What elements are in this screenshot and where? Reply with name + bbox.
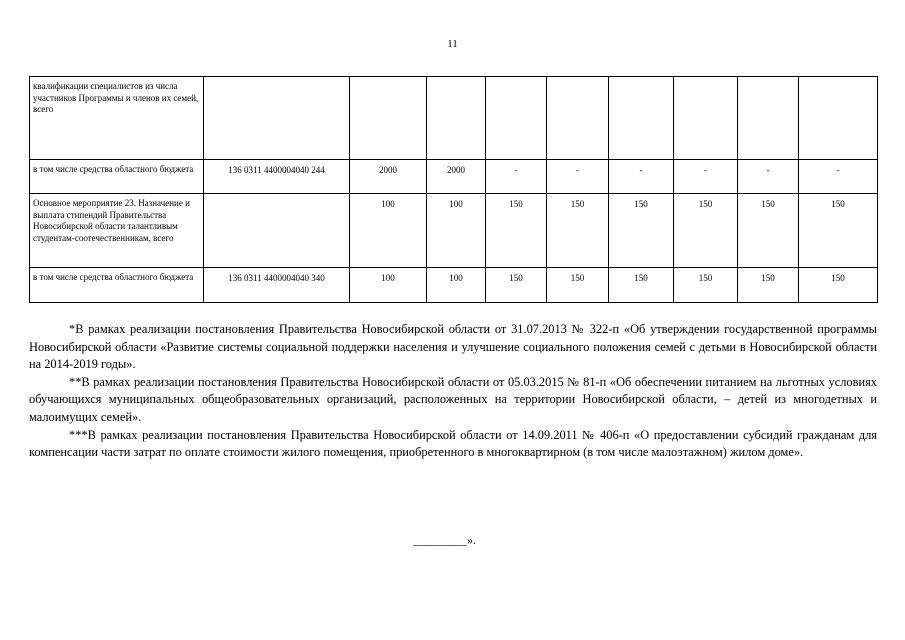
value-cell <box>609 77 674 160</box>
value-cell: 150 <box>674 194 738 268</box>
value-cell: - <box>609 160 674 194</box>
value-cell: 100 <box>427 194 486 268</box>
value-cell: 150 <box>674 268 738 303</box>
budget-table <box>29 76 878 303</box>
row-description: Основное мероприятие 23. Назначение и выплата стипендий Правительства Новосибирской области талантливым студентам-соотечественникам, всего <box>30 194 204 268</box>
table-row <box>30 194 878 268</box>
value-cell: 150 <box>609 194 674 268</box>
value-cell: 2000 <box>350 160 427 194</box>
value-cell <box>674 77 738 160</box>
page-number: 11 <box>447 38 458 50</box>
value-cell: 150 <box>609 268 674 303</box>
footnote-3: ***В рамках реализации постановления Правительства Новосибирской области от 14.09.2011 № 406-п «О предоставлении субсидий гражданам для компенсации части затрат по оплате стоимости жилого помещения, приобретенного в многоквартирном (в том числе малоэтажном) жилом доме». <box>29 427 877 460</box>
value-cell: - <box>486 160 547 194</box>
value-cell <box>427 77 486 160</box>
value-cell: 2000 <box>427 160 486 194</box>
table-row <box>30 160 878 194</box>
budget-code-cell: 136 0311 4400004040 340 <box>204 268 350 303</box>
value-cell: - <box>674 160 738 194</box>
value-cell <box>350 77 427 160</box>
value-cell: 150 <box>738 194 799 268</box>
row-description: квалификации специалистов из числа участников Программы и членов их семей, всего <box>30 77 204 160</box>
value-cell: 150 <box>799 268 878 303</box>
value-cell: 150 <box>486 194 547 268</box>
budget-code-cell <box>204 194 350 268</box>
value-cell <box>486 77 547 160</box>
value-cell: 100 <box>350 194 427 268</box>
footnote-1: *В рамках реализации постановления Правительства Новосибирской области от 31.07.2013 № 322-п «Об утверждении государственной программы Новосибирской области «Развитие системы социальной поддержки населения и улучшение социального положения семей с детьми в Новосибирской области на 2014-2019 годы». <box>29 322 877 372</box>
value-cell <box>547 77 609 160</box>
value-cell: 150 <box>799 194 878 268</box>
row-description: в том числе средства областного бюджета <box>30 160 204 194</box>
budget-code-cell: 136 0311 4400004040 244 <box>204 160 350 194</box>
value-cell: 150 <box>547 194 609 268</box>
value-cell <box>738 77 799 160</box>
table-row <box>30 77 878 160</box>
value-cell: 100 <box>427 268 486 303</box>
footnote-2: **В рамках реализации постановления Правительства Новосибирской области от 05.03.2015 № 81-п «Об обеспечении питанием на льготных условиях обучающихся муниципальных общеобразовательных организаций, расположенных на территории Новосибирской области, – детей из многодетных и малоимущих семей». <box>29 374 877 424</box>
value-cell: 150 <box>738 268 799 303</box>
table-row <box>30 268 878 303</box>
budget-code-cell <box>204 77 350 160</box>
value-cell <box>799 77 878 160</box>
value-cell: - <box>738 160 799 194</box>
row-description: в том числе средства областного бюджета <box>30 268 204 303</box>
value-cell: - <box>547 160 609 194</box>
value-cell: 150 <box>486 268 547 303</box>
value-cell: 100 <box>350 268 427 303</box>
footnotes <box>29 321 877 462</box>
value-cell: 150 <box>547 268 609 303</box>
closing-line: _________». <box>413 533 476 547</box>
value-cell: - <box>799 160 878 194</box>
